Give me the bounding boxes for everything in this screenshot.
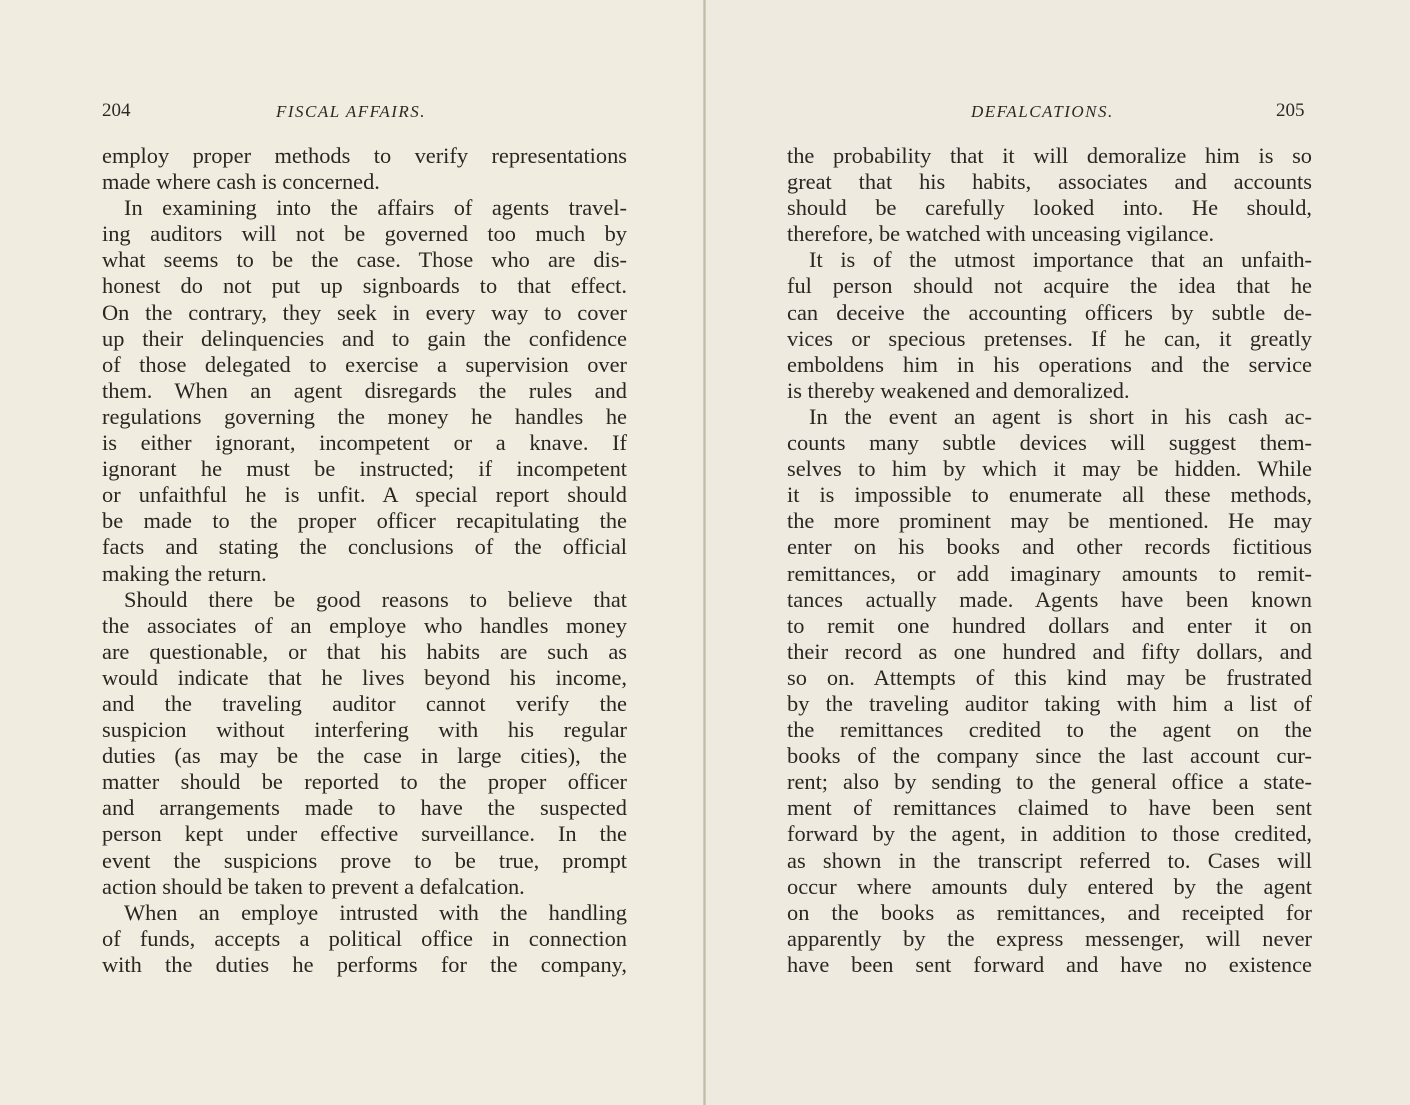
text-line: them. When an agent disregards the rules and (102, 377, 627, 403)
text-line: occur where amounts duly entered by the agent (787, 873, 1312, 899)
text-line: In examining into the affairs of agents travel- (124, 195, 627, 221)
text-line: In the event an agent is short in his cash ac- (809, 403, 1312, 429)
text-line: to remit one hundred dollars and enter it on (787, 612, 1312, 638)
text-line: When an employe intrusted with the handling (124, 899, 627, 925)
text-line: forward by the agent, in addition to those credited, (787, 821, 1312, 847)
text-line: facts and stating the conclusions of the official (102, 534, 627, 560)
text-line: tances actually made. Agents have been known (787, 586, 1312, 612)
text-line: enter on his books and other records fictitious (787, 534, 1312, 560)
text-line: ment of remittances claimed to have been sent (787, 795, 1312, 821)
text-line: their record as one hundred and fifty dollars, and (787, 638, 1312, 664)
text-line: therefore, be watched with unceasing vigilance. (787, 221, 1215, 247)
text-line: On the contrary, they seek in every way to cover (102, 299, 627, 325)
text-line: selves to him by which it may be hidden. While (787, 456, 1312, 482)
text-line: be made to the proper officer recapitulating the (102, 508, 627, 534)
text-line: employ proper methods to verify representations (102, 143, 627, 168)
text-line: event the suspicions prove to be true, prompt (102, 847, 627, 873)
right-body-text (787, 143, 1312, 978)
text-line: it is impossible to enumerate all these methods, (787, 482, 1312, 508)
text-line: should be carefully looked into. He should, (787, 195, 1312, 221)
text-line: honest do not put up signboards to that effect. (102, 273, 627, 299)
text-line: making the return. (102, 560, 267, 586)
text-line: suspicion without interfering with his regular (102, 717, 627, 743)
text-line: ful person should not acquire the idea that he (787, 273, 1312, 299)
text-line: with the duties he performs for the company, (102, 951, 627, 977)
text-line: is either ignorant, incompetent or a knave. If (102, 430, 627, 456)
text-line: the probability that it will demoralize him is so (787, 143, 1312, 168)
text-line: made where cash is concerned. (102, 169, 380, 195)
text-line: of those delegated to exercise a supervision over (102, 351, 627, 377)
left-page (0, 0, 704, 1105)
text-line: can deceive the accounting officers by subtle de- (787, 299, 1312, 325)
text-line: great that his habits, associates and accounts (787, 169, 1312, 195)
text-line: the associates of an employe who handles money (102, 612, 627, 638)
text-line: would indicate that he lives beyond his income, (102, 664, 627, 690)
text-line: the more prominent may be mentioned. He may (787, 508, 1312, 534)
text-line: books of the company since the last account cur- (787, 743, 1312, 769)
text-line: person kept under effective surveillance. In the (102, 821, 627, 847)
text-line: what seems to be the case. Those who are dis- (102, 247, 627, 273)
text-line: emboldens him in his operations and the service (787, 351, 1312, 377)
text-line: are questionable, or that his habits are such as (102, 638, 627, 664)
text-line: vices or specious pretenses. If he can, it greatly (787, 325, 1312, 351)
text-line: as shown in the transcript referred to. Cases will (787, 847, 1312, 873)
text-line: up their delinquencies and to gain the confidence (102, 325, 627, 351)
text-line: action should be taken to prevent a defalcation. (102, 873, 525, 899)
right-running-head: DEFALCATIONS. (971, 102, 1114, 121)
left-running-head: FISCAL AFFAIRS. (276, 102, 426, 121)
text-line: and arrangements made to have the suspected (102, 795, 627, 821)
text-line: rent; also by sending to the general office a state- (787, 769, 1312, 795)
text-line: counts many subtle devices will suggest them- (787, 430, 1312, 456)
text-line: the remittances credited to the agent on the (787, 717, 1312, 743)
text-line: apparently by the express messenger, will never (787, 925, 1312, 951)
text-line: It is of the utmost importance that an unfaith- (809, 247, 1312, 273)
text-line: duties (as may be the case in large cities), the (102, 743, 627, 769)
left-body-text (102, 143, 627, 978)
text-line: is thereby weakened and demoralized. (787, 377, 1130, 403)
text-line: of funds, accepts a political office in connection (102, 925, 627, 951)
text-line: ignorant he must be instructed; if incompetent (102, 456, 627, 482)
text-line: remittances, or add imaginary amounts to remit- (787, 560, 1312, 586)
text-line: by the traveling auditor taking with him a list of (787, 690, 1312, 716)
text-line: or unfaithful he is unfit. A special report should (102, 482, 627, 508)
text-line: regulations governing the money he handles he (102, 403, 627, 429)
text-line: have been sent forward and have no existence (787, 951, 1312, 977)
text-line: so on. Attempts of this kind may be frustrated (787, 664, 1312, 690)
right-page (706, 0, 1410, 1105)
text-line: and the traveling auditor cannot verify the (102, 690, 627, 716)
text-line: ing auditors will not be governed too much by (102, 221, 627, 247)
text-line: on the books as remittances, and receipted for (787, 899, 1312, 925)
left-page-number: 204 (102, 100, 131, 121)
text-line: matter should be reported to the proper officer (102, 769, 627, 795)
text-line: Should there be good reasons to believe that (124, 586, 627, 612)
right-page-number: 205 (1276, 100, 1305, 121)
